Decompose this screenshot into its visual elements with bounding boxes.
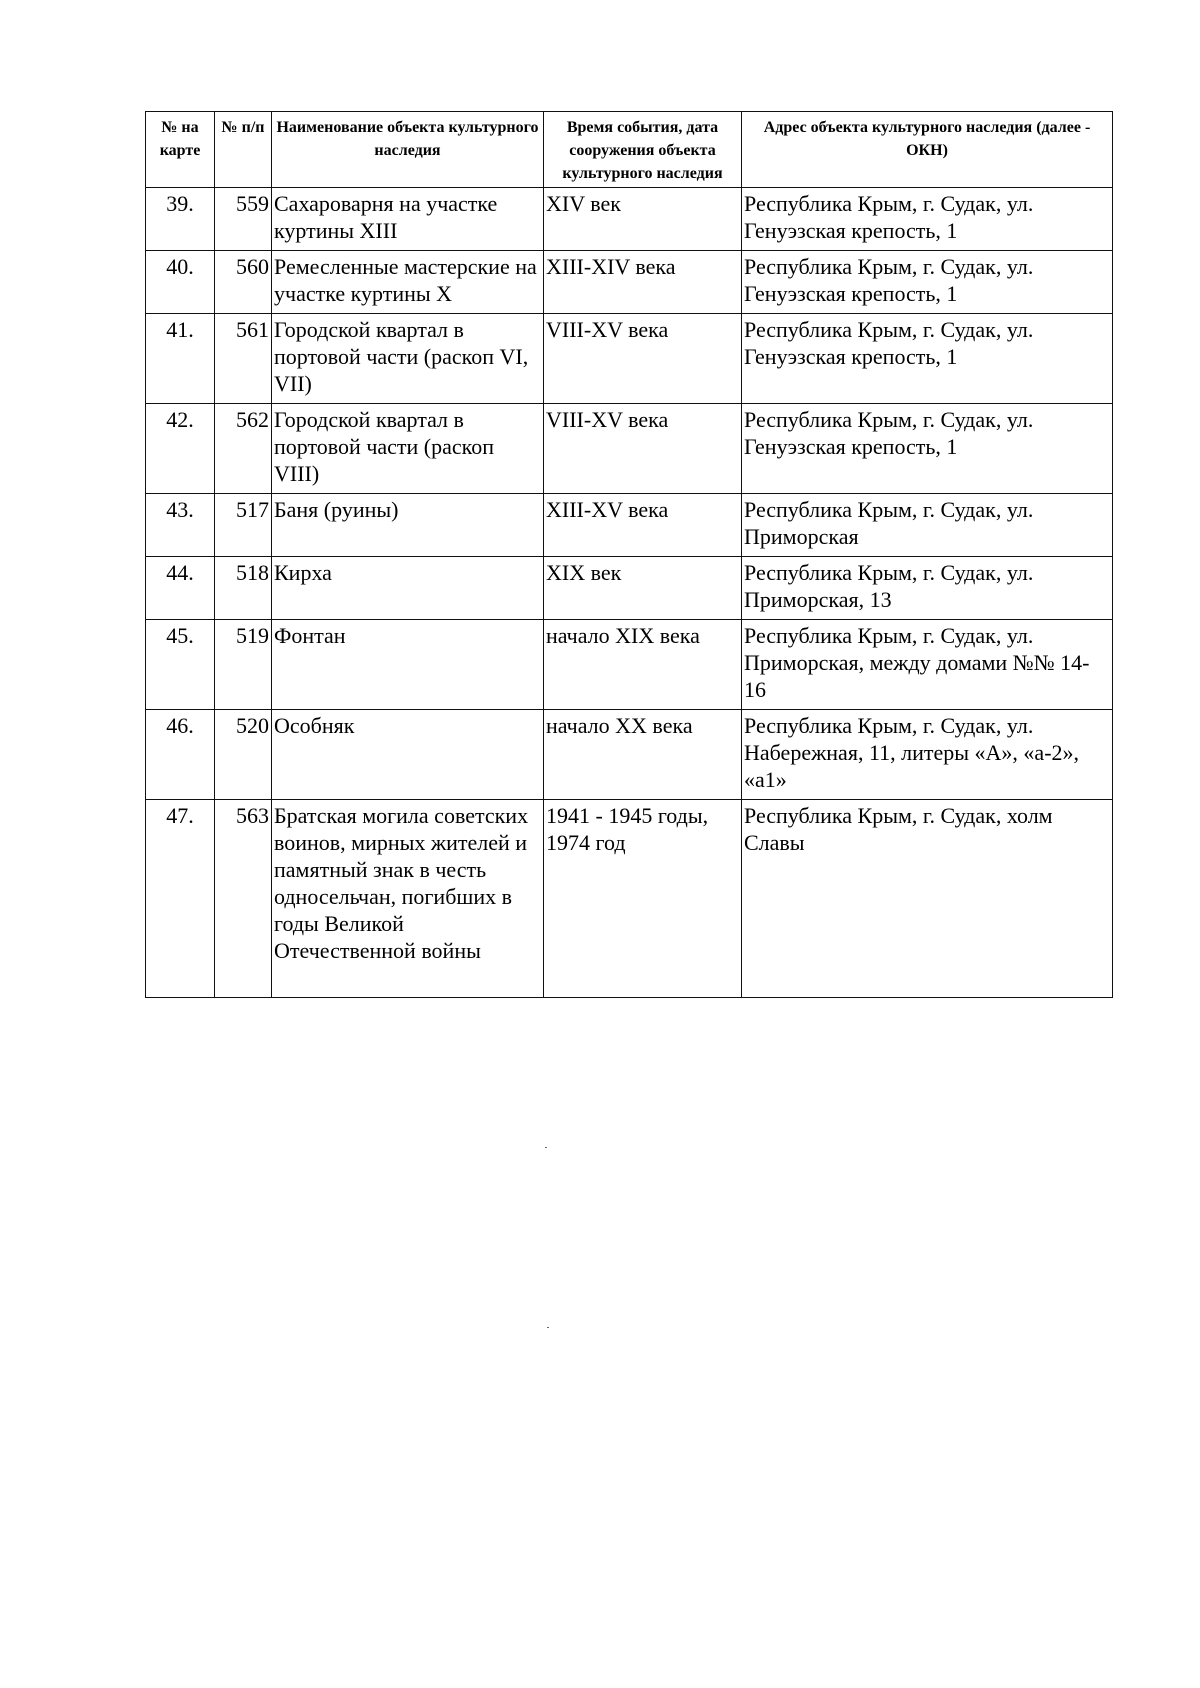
cell-object-address: Республика Крым, г. Судак, ул. Генуэзская крепость, 1 (742, 314, 1113, 404)
table-row (146, 494, 1113, 557)
scan-speck (545, 1147, 547, 1148)
cell-seq-number: 519 (215, 620, 272, 710)
cell-map-number: 43. (146, 494, 215, 557)
cell-object-name: Фонтан (272, 620, 544, 710)
cell-object-name: Кирха (272, 557, 544, 620)
cell-object-address: Республика Крым, г. Судак, ул. Генуэзская крепость, 1 (742, 404, 1113, 494)
cell-map-number: 45. (146, 620, 215, 710)
cell-map-number: 40. (146, 251, 215, 314)
cell-map-number: 39. (146, 188, 215, 251)
table-header-row (146, 112, 1113, 188)
cell-seq-number: 563 (215, 800, 272, 998)
cell-map-number: 46. (146, 710, 215, 800)
cell-map-number: 42. (146, 404, 215, 494)
cell-object-date: 1941 - 1945 годы, 1974 год (544, 800, 742, 998)
cell-object-name: Сахароварня на участке куртины XIII (272, 188, 544, 251)
table-row (146, 188, 1113, 251)
cell-object-name: Особняк (272, 710, 544, 800)
cell-seq-number: 518 (215, 557, 272, 620)
cell-object-date: XIX век (544, 557, 742, 620)
table-row (146, 620, 1113, 710)
cell-object-name: Баня (руины) (272, 494, 544, 557)
cell-seq-number: 561 (215, 314, 272, 404)
table-row (146, 800, 1113, 998)
header-object-address: Адрес объекта культурного наследия (далее - ОКН) (742, 112, 1113, 188)
table-row (146, 314, 1113, 404)
cell-seq-number: 560 (215, 251, 272, 314)
header-object-name: Наименование объекта культурного наследия (272, 112, 544, 188)
header-map-number: № на карте (146, 112, 215, 188)
cell-object-date: XIII-XIV века (544, 251, 742, 314)
cell-seq-number: 520 (215, 710, 272, 800)
cell-object-address: Республика Крым, г. Судак, ул. Генуэзская крепость, 1 (742, 251, 1113, 314)
cell-seq-number: 562 (215, 404, 272, 494)
table-body (146, 188, 1113, 998)
cell-object-date: начало XX века (544, 710, 742, 800)
cell-object-address: Республика Крым, г. Судак, ул. Набережная, 11, литеры «А», «а-2», «а1» (742, 710, 1113, 800)
cell-object-address: Республика Крым, г. Судак, холм Славы (742, 800, 1113, 998)
cell-object-address: Республика Крым, г. Судак, ул. Приморская, между домами №№ 14-16 (742, 620, 1113, 710)
cell-object-address: Республика Крым, г. Судак, ул. Приморская (742, 494, 1113, 557)
cell-object-address: Республика Крым, г. Судак, ул. Генуэзская крепость, 1 (742, 188, 1113, 251)
cell-object-date: VIII-XV века (544, 404, 742, 494)
scan-speck (547, 1327, 549, 1328)
cell-object-date: начало XIX века (544, 620, 742, 710)
cell-seq-number: 517 (215, 494, 272, 557)
header-seq-number: № п/п (215, 112, 272, 188)
cell-object-date: VIII-XV века (544, 314, 742, 404)
cell-seq-number: 559 (215, 188, 272, 251)
header-object-date: Время события, дата сооружения объекта культурного наследия (544, 112, 742, 188)
table-row (146, 251, 1113, 314)
table-row (146, 557, 1113, 620)
cell-object-date: XIV век (544, 188, 742, 251)
cell-map-number: 41. (146, 314, 215, 404)
heritage-objects-table (145, 111, 1113, 998)
cell-object-name: Ремесленные мастерские на участке куртины X (272, 251, 544, 314)
cell-object-name: Городской квартал в портовой части (раскоп VIII) (272, 404, 544, 494)
cell-object-name: Городской квартал в портовой части (раскоп VI, VII) (272, 314, 544, 404)
cell-object-address: Республика Крым, г. Судак, ул. Приморская, 13 (742, 557, 1113, 620)
table-row (146, 710, 1113, 800)
cell-object-date: XIII-XV века (544, 494, 742, 557)
cell-map-number: 44. (146, 557, 215, 620)
cell-map-number: 47. (146, 800, 215, 998)
cell-object-name: Братская могила советских воинов, мирных жителей и памятный знак в честь односельчан, погибших в годы Великой Отечественной войны (272, 800, 544, 998)
table-row (146, 404, 1113, 494)
